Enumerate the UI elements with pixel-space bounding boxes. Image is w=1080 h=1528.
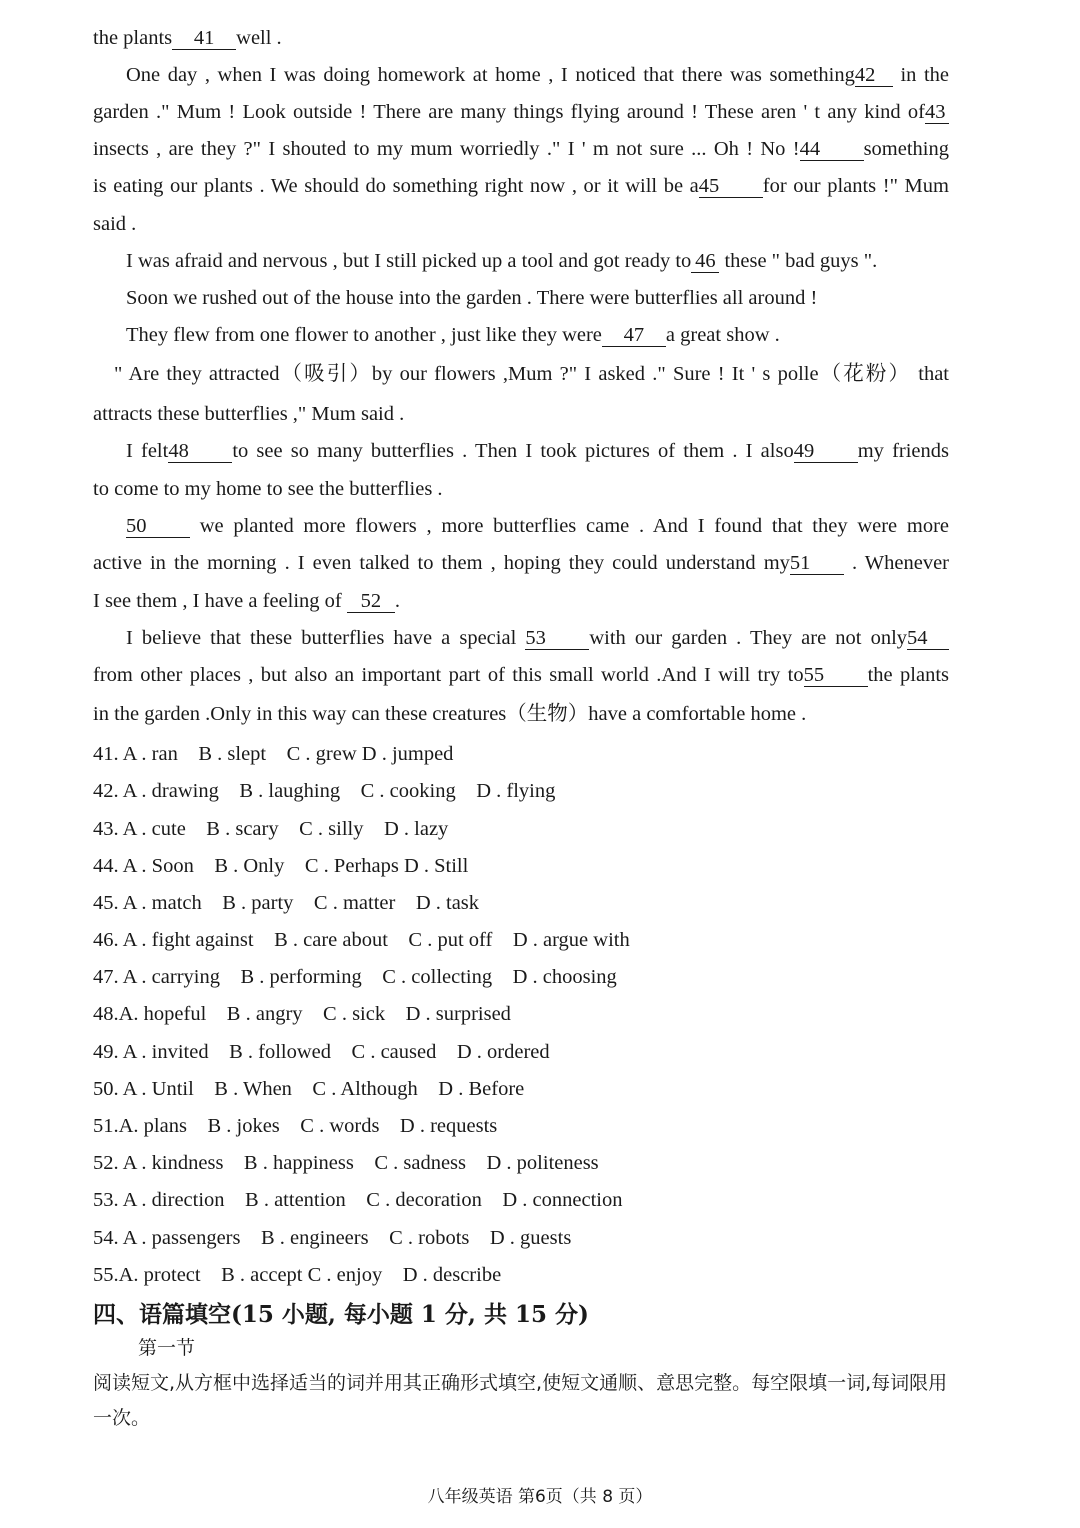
passage-line: from other places , but also an important part of this small world .And I will try to55 the plants [93,664,949,686]
passage-line: I was afraid and nervous , but I still picked up a tool and got ready to 46 these " bad guys ". [126,250,878,272]
option-row-50: 50. A . Until B . When C . Although D . Before [93,1078,525,1100]
passage-line: in the garden .Only in this way can these creatures（生物）have a comfortable home . [93,703,807,725]
option-row-47: 47. A . carrying B . performing C . collecting D . choosing [93,966,617,988]
blank-46: 46 [691,250,719,273]
passage-line: " Are they attracted（吸引）by our flowers ,Mum ?" I asked ." Sure ! It ' s polle（花粉） that [114,363,949,385]
passage-line: the plants 41 well . [93,27,282,49]
passage-line: insects , are they ?" I shouted to my mum worriedly ." I ' m not sure ... Oh ! No !44 something [93,138,949,160]
blank-43: 43 [925,101,949,124]
blank-51: 51 [790,552,844,575]
option-row-41: 41. A . ran B . slept C . grew D . jumped [93,743,454,765]
blank-44: 44 [800,138,864,161]
blank-55: 55 [804,664,868,687]
passage-line: garden ." Mum ! Look outside ! There are many things flying around ! These aren ' t any kind of43 [93,98,949,126]
passage-line: 50 we planted more flowers , more butterflies came . And I found that they were more [126,515,949,537]
passage-line: is eating our plants . We should do something right now , or it will be a45 for our plants !" Mum [93,175,949,197]
blank-54: 54 [907,627,949,650]
passage-line: One day , when I was doing homework at home , I noticed that there was something42 in the [126,64,949,86]
section-heading: 四、语篇填空(15 小题, 每小题 1 分, 共 15 分) [93,1301,589,1328]
option-row-43: 43. A . cute B . scary C . silly D . lazy [93,818,449,840]
option-row-54: 54. A . passengers B . engineers C . robots D . guests [93,1227,572,1249]
blank-42: 42 [855,64,893,87]
option-row-51: 51.A. plans B . jokes C . words D . requests [93,1115,498,1137]
section-subheading: 第一节 [138,1337,196,1359]
option-row-52: 52. A . kindness B . happiness C . sadness D . politeness [93,1152,599,1174]
option-row-48: 48.A. hopeful B . angry C . sick D . surprised [93,1003,511,1025]
option-row-42: 42. A . drawing B . laughing C . cooking D . flying [93,780,556,802]
blank-53: 53 [525,627,589,650]
blank-50: 50 [126,515,190,538]
blank-47: 47 [602,324,666,347]
page-footer: 八年级英语 第6页（共 8 页） [427,1487,653,1507]
blank-48: 48 [168,440,232,463]
option-row-55: 55.A. protect B . accept C . enjoy D . describe [93,1264,502,1286]
option-row-46: 46. A . fight against B . care about C . put off D . argue with [93,929,630,951]
section-instruction: 阅读短文,从方框中选择适当的词并用其正确形式填空,使短文通顺、意思完整。每空限填一词,每词限用一次。 [93,1372,948,1429]
passage-line: to come to my home to see the butterflies . [93,478,443,500]
passage-line: said . [93,213,137,235]
option-row-44: 44. A . Soon B . Only C . Perhaps D . Still [93,855,469,877]
option-row-45: 45. A . match B . party C . matter D . task [93,892,480,914]
passage-line: attracts these butterflies ," Mum said . [93,403,405,425]
option-row-49: 49. A . invited B . followed C . caused D . ordered [93,1041,550,1063]
blank-45: 45 [699,175,763,198]
passage-line: I see them , I have a feeling of 52 . [93,590,400,612]
blank-49: 49 [794,440,858,463]
option-row-53: 53. A . direction B . attention C . decoration D . connection [93,1189,623,1211]
blank-52: 52 [347,590,395,613]
passage-line: I believe that these butterflies have a special 53 with our garden . They are not only54 [126,624,949,652]
passage-line: I felt48 to see so many butterflies . Then I took pictures of them . I also49 my friends [126,440,949,462]
blank-41: 41 [172,27,236,50]
passage-line: active in the morning . I even talked to them , hoping they could understand my51 . Whenever [93,552,950,574]
passage-line: They flew from one flower to another , just like they were 47 a great show . [126,324,780,346]
passage-line: Soon we rushed out of the house into the garden . There were butterflies all around ! [126,287,818,309]
